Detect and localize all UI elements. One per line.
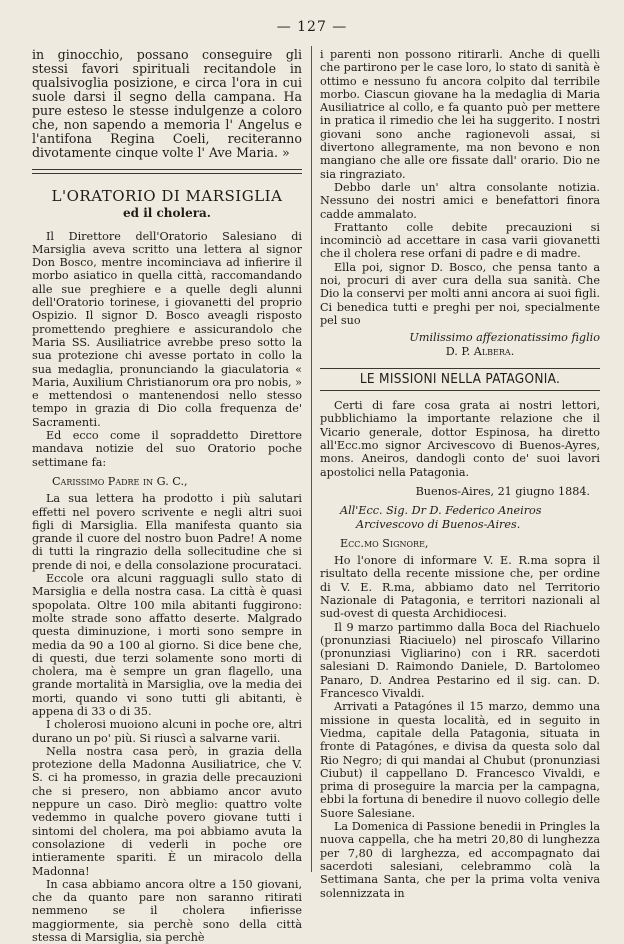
paragraph: Il 9 marzo partimmo dalla Boca del Riachuelo (pronunziasi Riaciuelo) nel piroscafo Villarino (pronunziasi Vigliarino) con i RR. sacerdoti salesiani D. Raimondo Daniele, D. Bartolomeo Panaro, D. Andrea Pestarino ed il sig. can. D. Francesco Vivaldi. bbox=[320, 620, 600, 701]
right-column bbox=[320, 48, 600, 900]
article-title: LE MISSIONI NELLA PATAGONIA. bbox=[320, 368, 600, 391]
addressee-line: All'Ecc. Sig. Dr D. Federico Aneiros bbox=[340, 504, 542, 518]
letter-date: Buenos-Aires, 21 giugno 1884. bbox=[415, 484, 590, 498]
paragraph: I cholerosi muoiono alcuni in poche ore, altri durano un po' più. Si riuscì a salvarne varii. bbox=[32, 718, 302, 745]
paragraph: Ed ecco come il sopraddetto Direttore mandava notizie del suo Oratorio poche settimane fa: bbox=[32, 429, 302, 469]
paragraph: i parenti non possono ritirarli. Anche di quelli che partirono per le case loro, lo stato di sanità è ottimo e nessuno fu ancora colpito dal terribile morbo. Ciascun giovane ha la medaglia di Maria Ausiliatrice al collo, e fa quanto può per mettere in pratica il rimedio che lei ha suggerito. I nostri giovani sono anche ragionevoli assai, si divertono allegramente, ma non bevono e non mangiano che alle ore fissate dall' orario. Dio ne sia ringraziato. bbox=[320, 48, 600, 181]
section-subtitle: ed il cholera. bbox=[122, 206, 211, 221]
paragraph: Certi di fare cosa grata ai nostri lettori, pubblichiamo la importante relazione che il Vicario generale, dottor Espinosa, ha diretto all'Ecc.mo signor Arcivescovo di Buenos-Ayres, mons. Aneiros, dandogli conto de' suoi lavori apostolici nella Patagonia. bbox=[320, 399, 600, 479]
section-rule bbox=[32, 169, 302, 174]
section-title: L'ORATORIO DI MARSIGLIA bbox=[51, 187, 283, 205]
paragraph: Eccole ora alcuni ragguagli sullo stato di Marsiglia e della nostra casa. La città è quasi spopolata. Oltre 100 mila abitanti fuggirono: molte strade sono affatto deserte. Malgrado questa diminuzione, i morti sono sempre in media da 90 a 100 al giorno. Si dice bene che, di questi, due terzi solamente sono morti di cholera, ma è sempre un gran flagello, una grande mortalità in Marsiglia, ove la media dei morti, quando vi sono tutti gli abitanti, è appena di 33 o di 35. bbox=[32, 572, 302, 718]
left-column bbox=[32, 48, 302, 944]
paragraph: Il Direttore dell'Oratorio Salesiano di Marsiglia aveva scritto una lettera al signor Don Bosco, mentre incominciava ad infierire il morbo asiatico in quella città, raccomandando alle sue preghiere e a quelle degli alunni dell'Oratorio torinese, i giovanetti del proprio Ospizio. Il signor D. Bosco aveagli risposto promettendo preghiere e assicurandolo che Maria SS. Ausiliatrice avrebbe preso sotto la sua protezione chi avesse portato in collo la sua medaglia, pronunciando la giaculatoria « Maria, Auxilium Christianorum ora pro nobis, » e mettendosi o mantenendosi nello stesso tempo in grazia di Dio colla frequenza de' Sacramenti. bbox=[32, 229, 302, 429]
paragraph: Frattanto colle debite precauzioni si incominciò ad accettare in casa varii giovanetti che il cholera rese orfani di padre e di madre. bbox=[320, 220, 600, 261]
paragraph: Nella nostra casa però, in grazia della protezione della Madonna Ausiliatrice, che V. S. ci ha promesso, in grazia delle precauzioni che si presero, non abbiamo ancor avuto neppure un caso. Dirò meglio: quattro volte vedemmo in qualche povero giovane tutti i sintomi del cholera, ma poi abbiamo avuta la consolazione di vederli in poche ore intieramente spariti. È un miracolo della Madonna! bbox=[32, 744, 302, 878]
column-divider bbox=[311, 46, 312, 872]
letter-salutation: Ecc.mo Signore, bbox=[340, 536, 429, 550]
paragraph: Ella poi, signor D. Bosco, che pensa tanto a noi, procuri di aver cura della sua sanità. Che Dio la conservi per molti anni ancora ai suoi figli. Ci benedica tutti e preghi per noi, specialmente pel suo bbox=[320, 260, 600, 327]
intro-paragraph: in ginocchio, possano conseguire gli stessi favori spirituali recitandole in qualsivoglia posizione, e circa l'ora in cui suole darsi il segno della campana. Ha pure esteso le stesse indulgenze a coloro che, non sapendo a memoria l' Angelus e l'antifona Regina Coeli, reciteranno divotamente cinque volte l' Ave Maria. » bbox=[32, 47, 302, 160]
letter-signer: D. P. Albera. bbox=[445, 344, 515, 358]
addressee-line: Arcivescovo di Buenos-Aires. bbox=[356, 517, 521, 531]
paragraph: Debbo darle un' altra consolante notizia. Nessuno dei nostri amici e benefattori finora cadde ammalato. bbox=[320, 180, 600, 221]
paragraph: Ho l'onore di informare V. E. R.ma sopra il risultato della recente missione che, per ordine di V. E. R.ma, abbiamo dato nel Territorio Nazionale di Patagonia, e territori nazionali al sud-ovest di questa Archidiocesi. bbox=[320, 554, 600, 621]
paragraph: La sua lettera ha prodotto i più salutari effetti nel povero scrivente e negli altri suoi figli di Marsiglia. Ella manifesta quanto sia grande il cuore del nostro buon Padre! A nome di tutti la ringrazio della sollecitudine che si prende di noi, e della consolazione procurataci. bbox=[32, 492, 302, 572]
paragraph: La Domenica di Passione benedii in Pringles la nuova cappella, che ha metri 20,80 di lunghezza per 7,80 di larghezza, ed accompagnato dai sacerdoti salesiani, celebrammo colà la Settimana Santa, che per la prima volta veniva solennizzata in bbox=[320, 820, 600, 900]
letter-salutation: Carissimo Padre in G. C., bbox=[52, 474, 188, 488]
paragraph: Arrivati a Patagónes il 15 marzo, demmo una missione in questa località, ed in seguito in Viedma, capitale della Patagonia, situata in fronte di Patagónes, e divisa da questa solo dal Rio Negro; di qui mandai al Chubut (pronunziasi Ciubut) il cappellano D. Francesco Vivaldi, e prima di proseguire la marcia per la campagna, ebbi la fortuna di benedire il nuovo collegio delle Suore Salesiane. bbox=[320, 700, 600, 820]
page-number: — 127 — bbox=[276, 19, 348, 35]
paragraph: In casa abbiamo ancora oltre a 150 giovani, che da quanto pare non saranno ritirati nemmeno se il cholera infierisse maggiormente, sia perchè sono della città stessa di Marsiglia, sia perchè bbox=[32, 877, 302, 944]
letter-signature: Umilissimo affezionatissimo figlio bbox=[409, 331, 600, 345]
